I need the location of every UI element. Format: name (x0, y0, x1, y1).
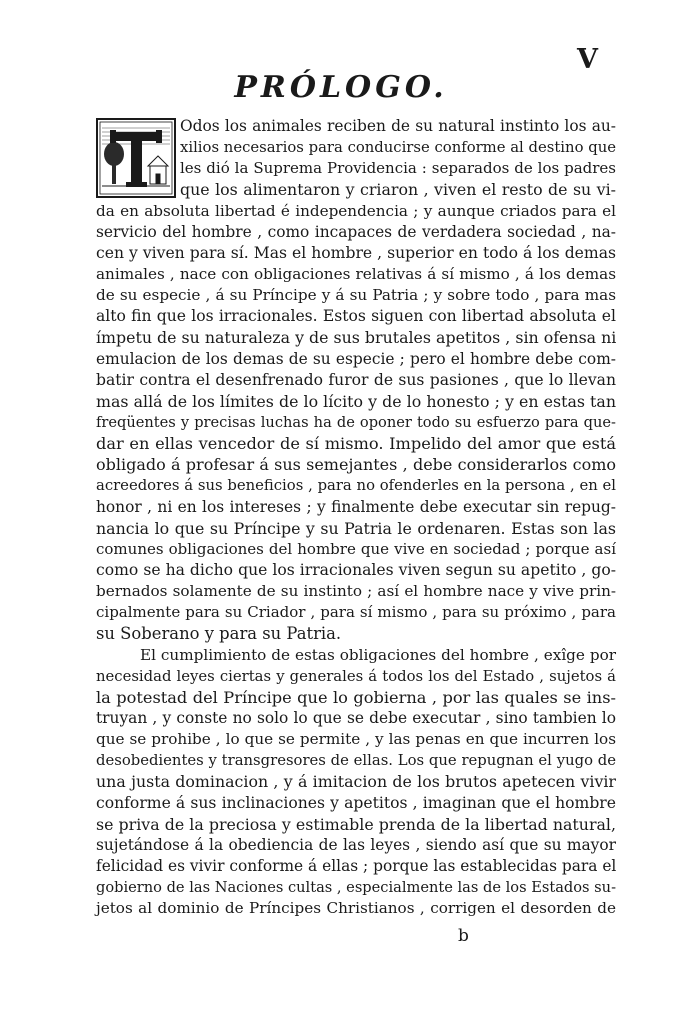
text-line: obligado á profesar á sus semejantes , debe considerarlos como (96, 455, 616, 475)
text-line: xilios necesarios para conducirse conforme al destino que (180, 139, 616, 157)
text-line: emulacion de los demas de su especie ; pero el hombre debe com- (96, 349, 616, 368)
text-line: truyan , y conste no solo lo que se debe executar , sino tambien lo (96, 708, 616, 727)
text-line: servicio del hombre , como incapaces de verdadera sociedad , na- (96, 222, 616, 241)
text-line: animales , nace con obligaciones relativas á sí mismo , á los demas (96, 264, 616, 283)
text-line: la potestad del Príncipe que lo gobierna , por las quales se ins- (96, 687, 616, 707)
text-line: freqüentes y precisas luchas ha de oponer todo su esfuerzo para que- (96, 413, 616, 431)
text-line: cipalmente para su Criador , para sí mismo , para su próximo , para (96, 603, 616, 622)
text-line: se priva de la preciosa y estimable prenda de la libertad natural, (96, 814, 616, 834)
text-line: de su especie , á su Príncipe y á su Patria ; y sobre todo , para mas (96, 286, 616, 305)
text-line: nancia lo que su Príncipe y su Patria le ordenaren. Estas son las (96, 518, 616, 538)
body-text (96, 116, 616, 919)
text-line: sujetándose á la obediencia de las leyes , siendo así que su mayor (96, 835, 616, 854)
text-line: que los alimentaron y criaron , viven el resto de su vi- (180, 180, 616, 200)
text-line: ímpetu de su naturaleza y de sus brutales apetitos , sin ofensa ni (96, 328, 617, 348)
text-line: desobedientes y transgresores de ellas. Los que repugnan el yugo de (96, 752, 616, 770)
text-line: Odos los animales reciben de su natural instinto los au- (180, 117, 616, 135)
text-line: alto fin que los irracionales. Estos siguen con libertad absoluta el (96, 307, 616, 326)
text-line: gobierno de las Naciones cultas , especialmente las de los Estados su- (96, 879, 616, 897)
text-line: bernados solamente de su instinto ; así el hombre nace y vive prin- (96, 582, 616, 601)
text-line: cen y viven para sí. Mas el hombre , superior en todo á los demas (96, 243, 616, 262)
text-line: dar en ellas vencedor de sí mismo. Impelido del amor que está (96, 434, 616, 454)
text-line: honor , ni en los intereses ; y finalmente debe executar sin repug- (96, 497, 616, 516)
page-title: PRÓLOGO. (234, 70, 448, 105)
text-line: conforme á sus inclinaciones y apetitos , imaginan que el hombre (96, 793, 616, 812)
signature-mark: b (458, 926, 469, 946)
text-line: les dió la Suprema Providencia : separados de los padres (180, 159, 616, 178)
text-line: felicidad es vivir conforme á ellas ; porque las establecidas para el (96, 856, 617, 875)
text-line: que se prohibe , lo que se permite , y las penas en que incurren los (96, 730, 616, 749)
text-line: comunes obligaciones del hombre que vive en sociedad ; porque así (96, 539, 616, 558)
page-number: V (577, 44, 599, 75)
text-line: una justa dominacion , y á imitacion de los brutos apetecen vivir (96, 772, 616, 792)
text-line: como se ha dicho que los irracionales viven segun su apetito , go- (96, 560, 616, 579)
text-line: mas allá de los límites de lo lícito y de lo honesto ; y en estas tan (96, 391, 616, 411)
text-line: su Soberano y para su Patria. (96, 624, 342, 644)
text-line: acreedores á sus beneficios , para no ofenderles en la persona , en el (96, 477, 616, 495)
text-line: El cumplimiento de estas obligaciones del hombre , exîge por (140, 645, 616, 664)
text-line: da en absoluta libertad é independencia ; y aunque criados para el (96, 201, 616, 220)
text-line: jetos al dominio de Príncipes Christianos , corrigen el desorden de (96, 899, 616, 918)
text-line: necesidad leyes ciertas y generales á todos los del Estado , sujetos á (96, 667, 616, 685)
text-line: batir contra el desenfrenado furor de sus pasiones , que lo llevan (96, 370, 616, 389)
